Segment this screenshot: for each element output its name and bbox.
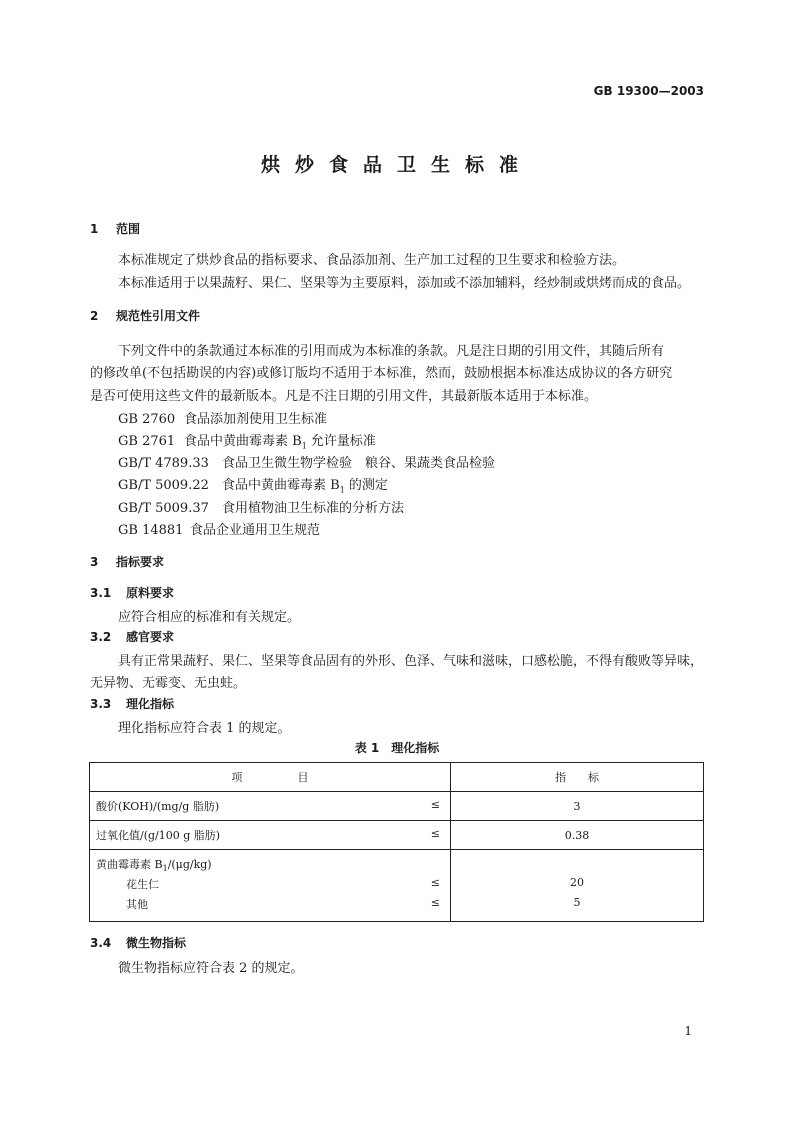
table-caption: 表 1 理化指标 bbox=[354, 741, 440, 755]
le-symbol: ≤ bbox=[430, 827, 440, 840]
paragraph: 理化指标应符合表 1 的规定。 bbox=[118, 721, 291, 736]
subsection-number: 3.3 bbox=[90, 697, 112, 711]
reference-title: 食用植物油卫生标准的分析方法 bbox=[222, 501, 405, 516]
reference-code: GB 2760 bbox=[118, 412, 176, 427]
document-title: 烘炒食品卫生标准 bbox=[260, 154, 533, 176]
table-row-aflatoxin bbox=[90, 850, 704, 922]
item-cell bbox=[90, 792, 451, 821]
subsection-3-3-heading bbox=[90, 695, 174, 712]
section-1-heading bbox=[90, 220, 140, 237]
reference-title: 食品中黄曲霉毒素 B bbox=[222, 478, 340, 493]
paragraph-line: 无异物、无霉变、无虫蛀。 bbox=[90, 676, 247, 691]
item-label: 酸价(KOH)/(mg/g 脂肪) bbox=[96, 800, 220, 813]
section-2-heading bbox=[90, 307, 200, 324]
group-title bbox=[96, 856, 212, 873]
page-number: 1 bbox=[684, 1024, 692, 1038]
table-header-row bbox=[90, 763, 704, 792]
reference-code: GB 2761 bbox=[118, 434, 176, 449]
reference-item bbox=[118, 430, 376, 451]
subsection-3-2-heading bbox=[90, 628, 174, 645]
section-number: 1 bbox=[90, 222, 99, 236]
section-title: 指标要求 bbox=[116, 555, 165, 569]
item-cell bbox=[90, 850, 451, 922]
reference-item bbox=[118, 452, 495, 471]
value-cell: 3 bbox=[451, 792, 704, 821]
paragraph: 应符合相应的标准和有关规定。 bbox=[118, 610, 301, 625]
reference-title: 食品添加剂使用卫生标准 bbox=[184, 412, 328, 427]
reference-title: 食品企业通用卫生规范 bbox=[190, 523, 321, 538]
reference-item bbox=[118, 497, 404, 516]
physicochemical-table bbox=[89, 762, 704, 922]
group-title-text: 黄曲霉毒素 B bbox=[96, 858, 163, 871]
item-label: 过氧化值/(g/100 g 脂肪) bbox=[96, 829, 221, 842]
subsection-number: 3.4 bbox=[90, 936, 112, 950]
paragraph: 本标准适用于以果蔬籽、果仁、坚果等为主要原料，添加或不添加辅料，经炒制或烘烤而成的食品。 bbox=[118, 276, 691, 291]
value-cell: 0.38 bbox=[451, 821, 704, 850]
header-item: 项 目 bbox=[90, 763, 451, 792]
reference-title-rest: 的测定 bbox=[344, 478, 388, 493]
value: 20 bbox=[570, 876, 584, 889]
section-title: 范围 bbox=[116, 222, 141, 236]
item-cell bbox=[90, 821, 451, 850]
item-label: 花生仁 bbox=[126, 878, 159, 891]
reference-code: GB/T 4789.33 bbox=[118, 456, 209, 471]
section-number: 3 bbox=[90, 555, 99, 569]
value-cell bbox=[451, 850, 704, 922]
le-symbol: ≤ bbox=[430, 876, 440, 889]
subsection-title: 理化指标 bbox=[126, 697, 175, 711]
section-number: 2 bbox=[90, 309, 99, 323]
subsection-title: 原料要求 bbox=[126, 586, 175, 600]
section-title: 规范性引用文件 bbox=[116, 309, 201, 323]
reference-code: GB/T 5009.22 bbox=[118, 478, 209, 493]
reference-title: 食品卫生微生物学检验 粮谷、果蔬类食品检验 bbox=[222, 456, 496, 471]
reference-item bbox=[118, 474, 388, 495]
table-row bbox=[90, 792, 704, 821]
group-title-unit: /(μg/kg) bbox=[167, 858, 212, 871]
item-label: 其他 bbox=[126, 898, 148, 911]
paragraph-line: 是否可使用这些文件的最新版本。凡是不注日期的引用文件，其最新版本适用于本标准。 bbox=[90, 389, 598, 404]
section-3-heading bbox=[90, 553, 164, 570]
reference-item bbox=[118, 519, 320, 538]
subsection-title: 微生物指标 bbox=[126, 936, 187, 950]
paragraph: 微生物指标应符合表 2 的规定。 bbox=[118, 961, 304, 976]
le-symbol: ≤ bbox=[430, 798, 440, 811]
subsection-3-1-heading bbox=[90, 584, 174, 601]
reference-code: GB 14881 bbox=[118, 523, 184, 538]
subsection-title: 感官要求 bbox=[126, 630, 175, 644]
value: 5 bbox=[573, 896, 581, 909]
standard-number: GB 19300—2003 bbox=[593, 84, 704, 98]
table-row bbox=[90, 821, 704, 850]
subsection-3-4-heading bbox=[90, 934, 186, 951]
reference-title-rest: 允许量标准 bbox=[306, 434, 376, 449]
subsection-number: 3.1 bbox=[90, 586, 112, 600]
reference-title: 食品中黄曲霉毒素 B bbox=[184, 434, 302, 449]
subscript: 1 bbox=[339, 485, 345, 495]
reference-code: GB/T 5009.37 bbox=[118, 501, 209, 516]
paragraph-line: 具有正常果蔬籽、果仁、坚果等食品固有的外形、色泽、气味和滋味，口感松脆，不得有酸败等异味， bbox=[118, 654, 704, 669]
paragraph: 本标准规定了烘炒食品的指标要求、食品添加剂、生产加工过程的卫生要求和检验方法。 bbox=[118, 253, 626, 268]
subscript: 1 bbox=[162, 864, 168, 874]
header-value: 指 标 bbox=[451, 763, 704, 792]
le-symbol: ≤ bbox=[430, 896, 440, 909]
paragraph-line: 的修改单(不包括勘误的内容)或修订版均不适用于本标准，然而，鼓励根据本标准达成协议的各方研究 bbox=[90, 366, 673, 381]
paragraph-line: 下列文件中的条款通过本标准的引用而成为本标准的条款。凡是注日期的引用文件，其随后所有 bbox=[118, 344, 665, 359]
reference-item bbox=[118, 408, 327, 427]
subscript: 1 bbox=[301, 441, 307, 451]
subsection-number: 3.2 bbox=[90, 630, 112, 644]
